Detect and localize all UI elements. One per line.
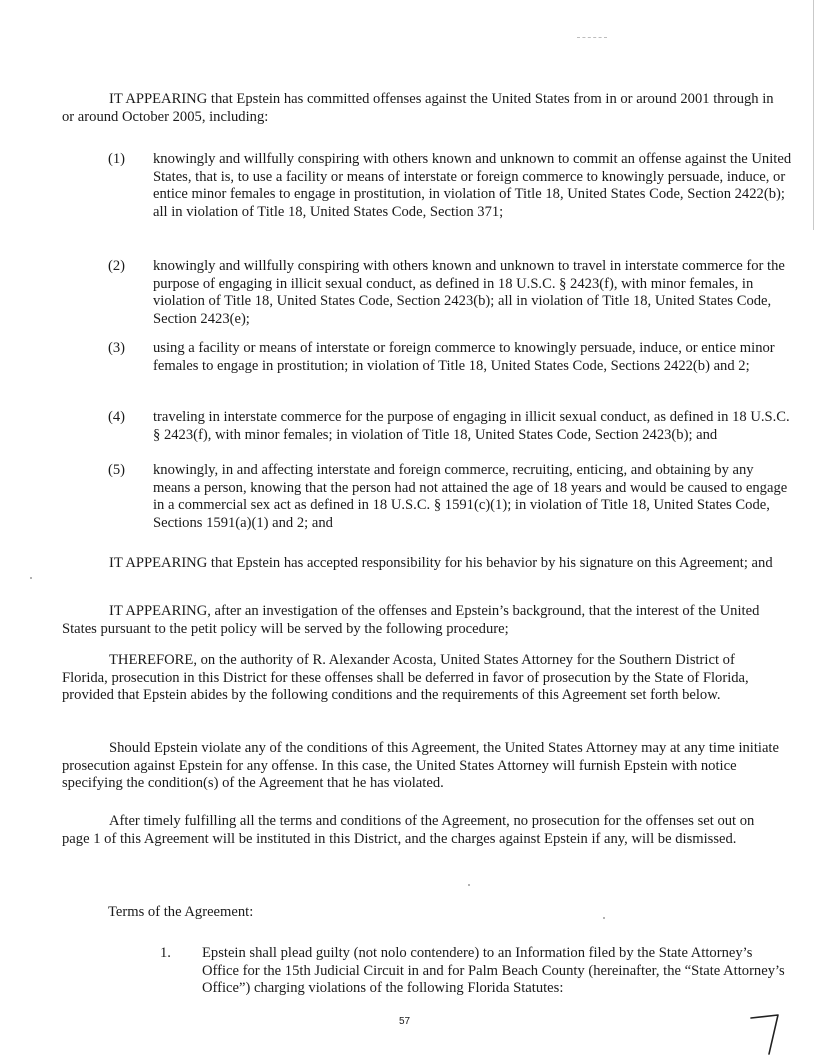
offense-text: knowingly and willfully conspiring with others known and unknown to travel in interstate commerce for the purpose of engaging in illicit sexual conduct, as defined in 18 U.S.C. § 2423(f), with minor females, in violation of Title 18, United States Code, Section 2423(b); all in violation of Title 18, United States Code, Section 2423(e); bbox=[153, 258, 785, 327]
term-number: 1. bbox=[160, 945, 171, 961]
paragraph-responsibility: IT APPEARING that Epstein has accepted responsibility for his behavior by his signature on this Agreement; and bbox=[109, 555, 773, 571]
offense-number: (3) bbox=[108, 340, 126, 356]
paragraph-therefore: THEREFORE, on the authority of R. Alexander Acosta, United States Attorney for the Southern District of Florida, prosecution in this District for these offenses shall be deferred in favor of prosecution by the State of Florida, provided that Epstein abides by the following conditions and the requirements of this Agreement set forth below. bbox=[62, 652, 749, 703]
term-text: Epstein shall plead guilty (not nolo contendere) to an Information filed by the State Attorney’s Office for the 15th Judicial Circuit in and for Palm Beach County (hereinafter, the “State Attorney’s Office”) charging violations of the following Florida Statutes: bbox=[202, 945, 785, 996]
scan-speck bbox=[603, 917, 605, 919]
paragraph-fulfilling: After timely fulfilling all the terms and conditions of the Agreement, no prosecution for the offenses set out on page 1 of this Agreement will be instituted in this District, and the charges against Epstein if any, will be dismissed. bbox=[62, 813, 755, 847]
offense-text: knowingly, in and affecting interstate and foreign commerce, recruiting, enticing, and obtaining by any means a person, knowing that the person had not attained the age of 18 years and would be caused to engage in a commercial sex act as defined in 18 U.S.C. § 1591(c)(1); in violation of Title 18, United States Code, Sections 1591(a)(1) and 2; and bbox=[153, 462, 788, 531]
offense-number: (4) bbox=[108, 409, 126, 425]
offense-number: (2) bbox=[108, 258, 126, 274]
offense-text: knowingly and willfully conspiring with others known and unknown to commit an offense against the United States, that is, to use a facility or means of interstate or foreign commerce to knowingly persuade, induce, or entice minor females to engage in prostitution, in violation of Title 18, United States Code, Section 2422(b); all in violation of Title 18, United States Code, Section 371; bbox=[153, 151, 792, 220]
paragraph-investigation: IT APPEARING, after an investigation of the offenses and Epstein’s background, that the interest of the United States pursuant to the petit policy will be served by the following procedure; bbox=[62, 603, 760, 637]
scan-speck bbox=[468, 884, 470, 886]
scan-edge-line bbox=[813, 0, 814, 230]
page-number: 57 bbox=[399, 1016, 411, 1027]
scan-speck bbox=[30, 577, 32, 579]
terms-heading: Terms of the Agreement: bbox=[108, 904, 254, 920]
offense-number: (5) bbox=[108, 462, 126, 478]
scan-artifact bbox=[577, 37, 607, 38]
paragraph-offenses-intro: IT APPEARING that Epstein has committed offenses against the United States from in or around 2001 through in or around October 2005, including: bbox=[62, 91, 774, 125]
offense-text: traveling in interstate commerce for the purpose of engaging in illicit sexual conduct, as defined in 18 U.S.C. § 2423(f), with minor females; in violation of Title 18, United States Code, Section 2423(b); and bbox=[153, 409, 790, 443]
offense-text: using a facility or means of interstate or foreign commerce to knowingly persuade, induce, or entice minor females to engage in prostitution; in violation of Title 18, United States Code, Sections 2422(b) and 2; bbox=[153, 340, 775, 374]
paragraph-violation: Should Epstein violate any of the conditions of this Agreement, the United States Attorney may at any time initiate prosecution against Epstein for any offense. In this case, the United States Attorney will furnish Epstein with notice specifying the condition(s) of the Agreement that he has violated. bbox=[62, 740, 779, 791]
handwritten-mark bbox=[748, 1010, 784, 1056]
offense-number: (1) bbox=[108, 151, 126, 167]
